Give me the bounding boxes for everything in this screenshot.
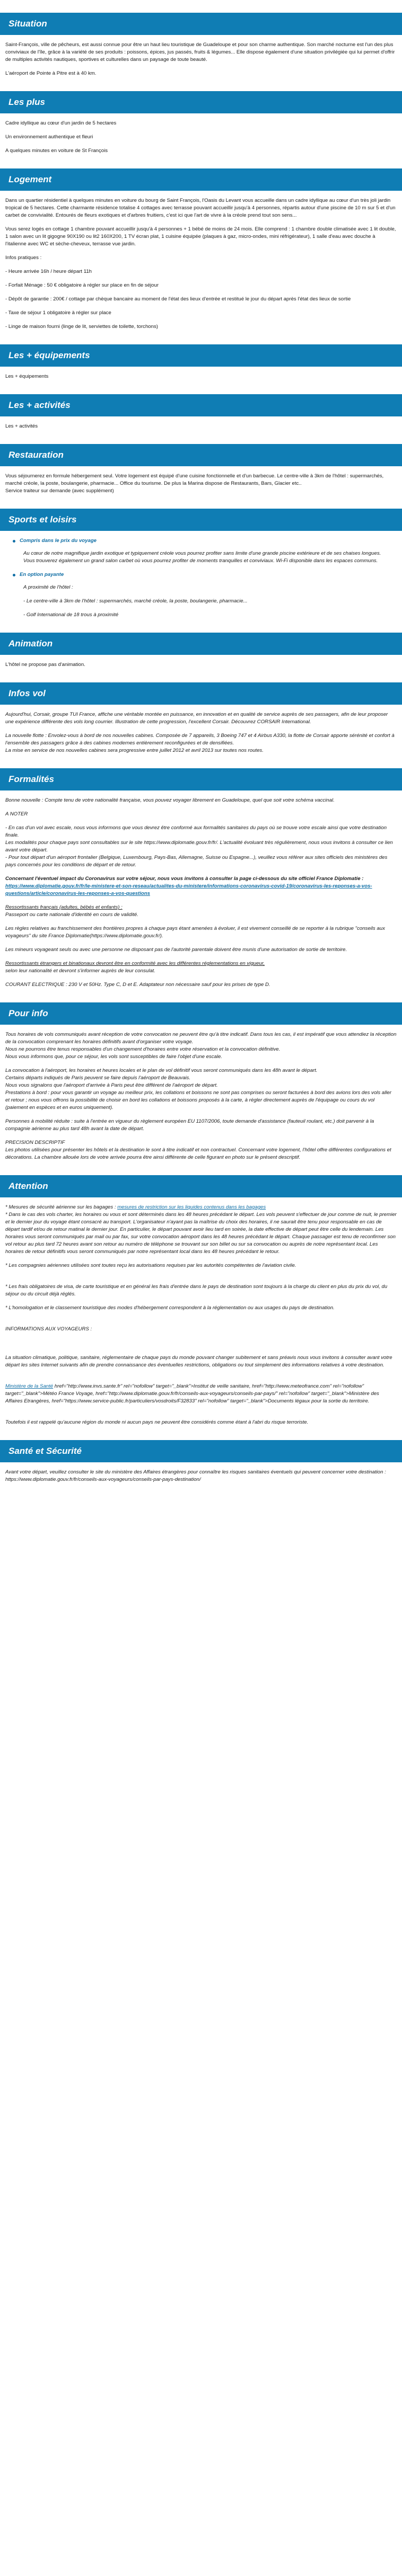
sante-paragraph-1: Avant votre départ, veuillez consulter le site du ministère des Affaires étrangères pour connaître les risques sanitaires éventuels qui peuvent concerner votre destination : https://www.diplomatie.gouv.fr/fr/conseils-aux-voyageurs/conseils-par-pays-destination/ [5,1469,386,1482]
section-header-infos-vol: Infos vol [0,682,402,705]
section-header-logement: Logement [0,168,402,191]
section-header-plus: Les plus [0,91,402,113]
section-header-restauration: Restauration [0,444,402,466]
attention-paragraph-7 [5,1383,397,1405]
section-body-plus [0,120,402,155]
section-header-activites: Les + activités [0,394,402,416]
attention-paragraph-6: La situation climatique, politique, sanitaire, réglementaire de chaque pays du monde pouvant changer subitement et sans préavis nous vous invitons à consulter avant votre départ les sites Internet suivants afin de prendre connaissance des éventuelles restrictions, obligations ou tout simplement des informations relatives à votre destination. [5,1355,392,1368]
pour-info-paragraph-1: Tous horaires de vols communiqués avant réception de votre convocation ne peuvent être qu'à titre indicatif. Dans tous les cas, il est impératif que vous attendiez la réception de la convocation comprenant les horaires définitifs avant d'organiser votre voyage. [5,1032,397,1045]
formalites-paragraph-2: - En cas d'un vol avec escale, nous vous informons que vous devrez être conformé aux formalités sanitaires du pays où se trouve votre escale ainsi que votre destination finale. [5,825,387,838]
formalites-paragraph-7: Les règles relatives au franchissement des frontières propres à chaque pays étant amenées à évoluer, il est vivement conseillé de se reporter à la rubrique "conseils aux voyageurs" du site France Diplomatie(https://www.diplomatie.gouv.fr/). [5,926,385,939]
pour-info-paragraph-7: Prestations à bord : pour vous garantir un voyage au meilleur prix, les collations et boissons ne sont pas comprises ou seront facturées à bord des avions lors des vols aller et retour ; nous vous offrons la possibilité de choisir en bord les collations et boissons proposés à la carte, à régler directement auprès de l'équipage ou cours du vol (paiement en espèces et en euros uniquement). [5,1090,391,1111]
pour-info-paragraph-6: Nous vous signalons que l'aéroport d'arrivée à Paris peut être différent de l'aéroport de départ. [5,1082,218,1088]
equipements-text: Les + équipements [5,374,49,379]
restauration-paragraph-2: Service traiteur sur demande (avec supplément) [5,488,114,494]
formalites-paragraph-1: Bonne nouvelle : Compte tenu de votre nationalité française, vous pouvez voyager librement en Guadeloupe, quel que soit votre schéma vaccinal. [5,797,335,803]
formalites-coronavirus-title: Concernant l'éventuel impact du Coronavirus sur votre séjour, nous vous invitons à consulter la page ci-dessous du site officiel France Diplomatie : [5,876,364,882]
pour-info-paragraph-8: Personnes à mobilité réduite : suite à l'entrée en vigueur du règlement européen EU 1107/2006, toute demande d'assistance (fauteuil roulant, etc.) doit parvenir à la compagnie aérienne au plus tard 48h avant la date de départ. [5,1118,374,1132]
logement-paragraph-1: Dans un quartier résidentiel à quelques minutes en voiture du bourg de Saint François, l'Oasis du Levant vous accueille dans un cadre idyllique au cœur d'un très joli jardin tropical de 5 hectares. Cette charmante résidence totalise 4 cottages avec terrasse pouvant accueillir jusqu'à 4 personnes, répartis autour d'une piscine de 10 m sur 5 et d'un carbet de convivialité. Entourés de fleurs exotiques et d'arbres fruitiers, c'est ici que l'art de vivre à la créole prend tout son sens... [5,198,396,218]
attention-paragraph-5: * L'homologation et le classement touristique des modes d'hébergement correspondent à la réglementation ou aux usages du pays de destination. [5,1305,335,1311]
diplomatie-link[interactable]: https://www.diplomatie.gouv.fr/fr/le-ministere-et-son-reseau/actualites-du-ministere/informations-coronavirus-covid-19/coronavirus-les-reponses-a-vos-questions/article/coronavirus-les-reponses-a-vos-questions [5,883,372,896]
formalites-paragraph-6: Passeport ou carte nationale d'identité en cours de validité. [5,912,138,918]
spacer [5,1347,397,1354]
plus-item-1: Cadre idyllique au cœur d'un jardin de 5 hectares [5,120,117,126]
section-header-equipements: Les + équipements [0,344,402,367]
formalites-paragraph-4: - Pour tout départ d'un aéroport frontalier (Belgique, Luxembourg, Pays-Bas, Allemagne, Suisse ou Espagne...), veuillez vous référer aux sites officiels des ministères des pays concernés pour les conditions de départ et de retour. [5,855,388,868]
situation-paragraph-1: Saint-François, ville de pêcheurs, est aussi connue pour être un haut lieu touristique de Guadeloupe et pour son charme authentique. Son marché nocturne est l'un des plus conviviaux de l'île, grâce à la variété de ses produits : poissons, épices, jus passés, fruits & légumes... Elle dispose également d'une situation privilégiée qui lui permet d'offrir de multiples activités nautiques, sportives et culturelles dans un paysage de toute beauté. [5,42,395,63]
section-body-restauration [0,473,402,495]
section-header-animation: Animation [0,633,402,655]
section-body-pour-info [0,1031,402,1161]
formalites-courant: COURANT ELECTRIQUE : 230 V et 50Hz. Type C, D et E. Adaptateur non nécessaire sauf pour les prises de type D. [5,982,270,988]
section-header-formalites: Formalités [0,768,402,790]
sports-optional-title [13,571,397,579]
formalites-a-noter: A NOTER [5,811,28,817]
plus-item-3: A quelques minutes en voiture de St François [5,148,108,154]
formalites-etrangers-title: Ressortissants étrangers et binationaux devront être en conformité avec les différentes réglementations en vigueur, [5,961,265,966]
animation-text: L'hôtel ne propose pas d'animation. [5,662,85,668]
logement-info-title: Infos pratiques : [5,255,42,261]
section-body-formalites [0,797,402,989]
attention-paragraph-2: * Dans le cas des vols charter, les horaires ou vous et sont déterminés dans les 48 heures précédant le départ. Les vols peuvent s'effectuer de jour comme de nuit, le premier et le dernier jour du voyage étant consacré au transport. L'organisateur n'ayant pas la maîtrise du choix des horaires, il ne saurait être tenu pour responsable en cas de départ tardif et/ou de retour matinal le dernier jour. En particulier, le départ pouvant avoir lieu tard en soirée, la date effective de départ peut être celle du lendemain. Les horaires vous seront communiqués par mail ou par fax, sur votre convocation aéroport dans les 48 heures précédant le départ. Chaque passager est tenu de reconfirmer son vol retour au plus tard 72 heures avant son retour au numéro de téléphone se trouvant sur son billet ou sur sa convocation ou auprès de notre représentant local. Les horaires de retour définitifs vous seront communiqués par notre représentant local dans les 48 heures précédant le retour. [5,1212,397,1255]
restauration-paragraph-1: Vous séjournerez en formule hébergement seul. Votre logement est équipé d'une cuisine fonctionnelle et d'un barbecue. Le centre-ville à 3km de l'hôtel : supermarchés, marché créole, la poste, boulangerie, pharmacie... Office du tourisme. De plus la Marina dispose de Restaurants, Bars, Glacier etc.. [5,473,384,486]
bullet-icon [13,574,15,576]
spacer [5,1375,397,1383]
infos-vol-paragraph-2: La nouvelle flotte : Envolez-vous à bord de nos nouvelles cabines. Composée de 7 appareils, 3 Boeing 747 et 4 Airbus A330, la flotte de Corsair apporte sérénité et confort à l'ensemble des passagers grâce à des cabines modernes entièrement reconfigurées et de densifiées. [5,733,395,746]
logement-info-1: - Heure arrivée 16h / heure départ 11h [5,269,92,274]
pour-info-paragraph-5: Certains départs indiqués de Paris peuvent se faire depuis l'aéroport de Beauvais. [5,1075,191,1081]
sports-optional-line-3: - Golf International de 18 trous à proximité [23,612,119,618]
formalites-paragraph-8: Les mineurs voyageant seuls ou avec une personne ne disposant pas de l'autorité parentale doivent être munis d'une autorisation de sortie de territoire. [5,947,347,953]
pour-info-paragraph-9: Les photos utilisées pour présenter les hôtels et la destination le sont à titre indicatif et non contractuel. Concernant votre logement, l'hôtel offre différentes configurations et décorations. La chambre allouée lors de votre arrivée pourra être ainsi différente de celle figurant en photo sur le présent descriptif. [5,1147,391,1160]
formalites-paragraph-3: Les modalités pour chaque pays sont consultables sur le site https://www.diplomatie.gouv.fr/fr/. L'actualité évoluant très régulièrement, nous vous invitons à consulter ce lien avant votre départ. [5,840,393,853]
formalites-ressortissants-title: Ressortissants français (adultes, bébés et enfants) : [5,904,123,910]
ministere-sante-link[interactable]: Ministère de la Santé [5,1383,54,1389]
attention-informations-title: INFORMATIONS AUX VOYAGEURS : [5,1326,92,1332]
infos-vol-paragraph-1: Aujourd'hui, Corsair, groupe TUI France, affiche une véritable montée en puissance, en innovation et en qualité de service auprès de ses passagers, afin de leur proposer une expérience différente des vols long courrier. Illustration de cette progression, l'excellent Corsair. Découvrez CORSAIR International. [5,712,388,725]
page [0,13,402,1511]
attention-paragraph-3: * Les compagnies aériennes utilisées sont toutes reçu les autorisations requises par les autorités compétentes de l'aviation civile. [5,1263,296,1268]
section-body-infos-vol [0,711,402,754]
plus-item-2: Un environnement authentique et fleuri [5,134,93,140]
infos-vol-paragraph-3: La mise en service de nos nouvelles cabines sera progressive entre juillet 2012 et avril 2013 sur toutes nos routes. [5,748,264,753]
activites-text: Les + activités [5,423,38,429]
formalites-paragraph-9: selon leur nationalité et devront s'informer auprès de leur consulat. [5,968,155,974]
logement-info-2: - Forfait Ménage : 50 € obligatoire à régler sur place en fin de séjour [5,282,159,288]
section-body-animation [0,661,402,669]
section-body-activites [0,423,402,430]
spacer [5,1411,397,1419]
logement-paragraph-2: Vous serez logés en cottage 1 chambre pouvant accueillir jusqu'à 4 personnes + 1 bébé de moins de 24 mois. Elle comprend : 1 chambre double climatisée avec 1 lit double, 1 salon avec un lit gigogne 90X190 ou lit2 160X200, 1 TV écran plat, 1 cuisine équipée (plaques à gaz, micro-ondes, mini réfrigérateur), 1 salle d'eau avec douche à l'italienne avec WC et sèche-cheveux, terrasse vue jardin. [5,226,396,247]
sports-optional-line-1: A proximité de l'hôtel : [23,584,73,590]
sports-optional-label: En option payante [20,572,64,578]
section-body-attention [0,1204,402,1426]
section-body-situation [0,41,402,77]
sports-included-label: Compris dans le prix du voyage [20,538,97,544]
section-body-sports [0,537,402,619]
pour-info-paragraph-3: Nous vous informons que, pour ce séjour, les vols sont susceptibles de faire l'objet d'une escale. [5,1054,222,1060]
section-body-equipements [0,373,402,380]
sports-optional-text [5,584,397,619]
logement-info-4: - Taxe de séjour 1 obligatoire à régler sur place [5,310,111,316]
pour-info-paragraph-4: La convocation à l'aéroport, les horaires et heures locales et le plan de vol définitif vous seront communiqués dans les 48h avant le départ. [5,1068,318,1073]
section-header-pour-info: Pour info [0,1002,402,1025]
formalites-coronavirus-link [5,883,397,898]
pour-info-precision-title: PRECISION DESCRIPTIF [5,1140,65,1145]
spacer [5,1276,397,1283]
attention-paragraph-1 [5,1204,397,1211]
bullet-icon [13,540,15,543]
sports-included-title [13,537,397,545]
situation-paragraph-2: L'aéroport de Pointe à Pitre est à 40 km. [5,70,97,76]
section-body-sante [0,1469,402,1484]
logement-info-5: - Linge de maison fourni (linge de lit, serviettes de toilette, torchons) [5,324,158,330]
spacer [5,1318,397,1326]
section-body-logement [0,197,402,331]
section-header-sante: Santé et Sécurité [0,1440,402,1462]
logement-info-3: - Dépôt de garantie : 200€ / cottage par chèque bancaire au moment de l'état des lieux d'entrée et restitué le jour du départ après l'état des lieux de sortie [5,296,351,302]
attention-paragraph-4: * Les frais obligatoires de visa, de carte touristique et en général les frais d'entrée dans le pays de destination sont toujours à la charge du client en plus du prix du vol, du séjour ou du circuit déjà réglés. [5,1284,388,1297]
section-header-attention: Attention [0,1175,402,1197]
spacer [5,1339,397,1347]
sports-optional-line-2: - Le centre-ville à 3km de l'hôtel : supermarchés, marché créole, la poste, boulangerie, pharmacie... [23,598,248,604]
attention-links-text: href="http://www.invs.sante.fr" rel="nofollow" target="_blank">Institut de veille sanitaire, href="http://www.meteofrance.com" rel="nofollow" target="_blank">Météo France Voyage, href="http://www.diplomatie.gouv.fr/fr/conseils-aux-voyageurs/conseils-par-pays/" rel="nofollow" target="_blank">Ministère des Affaires Etrangères, href="https://www.service-public.fr/particuliers/vosdroits/F32833" rel="nofollow" target="_blank">Documents légaux pour la sortie du territoire. [5,1383,379,1404]
section-header-sports: Sports et loisirs [0,509,402,531]
bagages-link[interactable]: mesures de restriction sur les liquides contenus dans les bagages [117,1204,266,1210]
pour-info-paragraph-2: Nous ne pourrons être tenus responsables d'un changement d'horaires entre votre réservation et la convocation définitive. [5,1046,281,1052]
attention-paragraph-8: Toutefois il est rappelé qu'aucune région du monde ni aucun pays ne peuvent être considérés comme étant à l'abri du risque terroriste. [5,1419,309,1425]
section-header-situation: Situation [0,13,402,35]
sports-included-text: Au cœur de notre magnifique jardin exotique et typiquement créole vous pourrez profiter sans limite d'une grande piscine extérieure et de ses chaises longues. Vous trouverez également un grand salon carbet où vous pourrez profiter de moments tranquilles et conviviaux. Wi-Fi disponible dans les espaces communs. [23,550,381,564]
attention-securite-label: * Mesures de sécurité aérienne sur les bagages : [5,1204,118,1210]
